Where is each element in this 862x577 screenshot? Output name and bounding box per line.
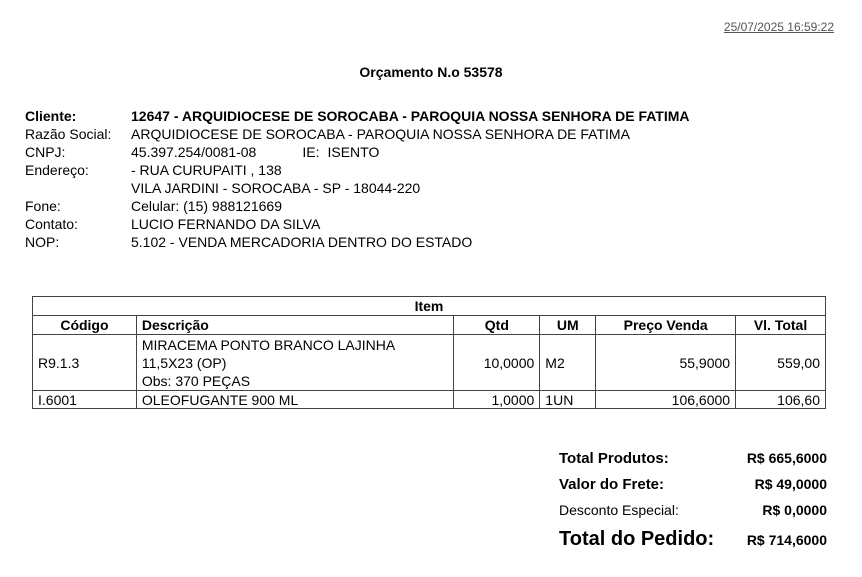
- cell-qtd: 10,0000: [454, 335, 540, 391]
- total-produtos-value: R$ 665,6000: [746, 450, 827, 466]
- desconto-row: [559, 502, 827, 528]
- endereco-label: Endereço:: [25, 162, 89, 178]
- valor-frete-label: Valor do Frete:: [559, 476, 665, 493]
- desc-line: MIRACEMA PONTO BRANCO LAJINHA: [141, 336, 396, 353]
- razao-label: Razão Social:: [25, 126, 112, 142]
- endereco-line2: VILA JARDINI - SOROCABA - SP - 18044-220: [131, 180, 421, 196]
- razao-row: [25, 125, 690, 143]
- header-codigo: Código: [33, 316, 137, 335]
- cliente-label: Cliente:: [25, 108, 77, 124]
- header-qtd: Qtd: [454, 316, 540, 335]
- fone-label: Fone:: [25, 198, 61, 214]
- total-produtos-label: Total Produtos:: [559, 450, 669, 467]
- valor-frete-row: [559, 476, 827, 502]
- nop-label: NOP:: [25, 234, 60, 250]
- cell-um: M2: [540, 335, 596, 391]
- cnpj-value: 45.397.254/0081-08: [131, 144, 257, 160]
- cell-qtd: 1,0000: [454, 391, 540, 409]
- cell-preco: 106,6000: [596, 391, 736, 409]
- cell-codigo: I.6001: [33, 391, 137, 409]
- header-descricao: Descrição: [136, 316, 453, 335]
- endereco-line1: - RUA CURUPAITI , 138: [131, 162, 282, 178]
- desc-line: 11,5X23 (OP): [141, 354, 227, 371]
- contato-row: [25, 215, 690, 233]
- header-preco: Preço Venda: [596, 316, 736, 335]
- total-pedido-row: [559, 528, 827, 558]
- fone-value: Celular: (15) 988121669: [131, 198, 282, 214]
- fone-row: [25, 197, 690, 215]
- total-pedido-label: Total do Pedido:: [559, 528, 715, 550]
- contato-value: LUCIO FERNANDO DA SILVA: [131, 216, 321, 232]
- cell-descricao: [136, 335, 453, 391]
- page-title: Orçamento N.o 53578: [359, 64, 503, 80]
- cell-descricao: OLEOFUGANTE 900 ML: [136, 391, 453, 409]
- valor-frete-value: R$ 49,0000: [754, 476, 827, 492]
- ie-value: ISENTO: [327, 144, 380, 160]
- cliente-value: 12647 - ARQUIDIOCESE DE SOROCABA - PAROQUIA NOSSA SENHORA DE FATIMA: [131, 108, 690, 124]
- table-row: [33, 391, 826, 409]
- desconto-value: R$ 0,0000: [762, 502, 827, 518]
- client-info: [25, 107, 690, 251]
- header-total: Vl. Total: [736, 316, 826, 335]
- cell-total: 559,00: [736, 335, 826, 391]
- cell-codigo: R9.1.3: [33, 335, 137, 391]
- endereco-row-2: [25, 179, 690, 197]
- header-um: UM: [540, 316, 596, 335]
- client-row: [25, 107, 690, 125]
- cell-total: 106,60: [736, 391, 826, 409]
- contato-label: Contato:: [25, 216, 78, 232]
- cell-preco: 55,9000: [596, 335, 736, 391]
- desconto-label: Desconto Especial:: [559, 502, 679, 518]
- table-row: [33, 335, 826, 391]
- nop-value: 5.102 - VENDA MERCADORIA DENTRO DO ESTADO: [131, 234, 473, 250]
- ie-label: IE:: [302, 144, 320, 160]
- cnpj-label: CNPJ:: [25, 144, 66, 160]
- nop-row: [25, 233, 690, 251]
- items-table: [32, 296, 826, 409]
- endereco-row: [25, 161, 690, 179]
- totals-summary: [559, 450, 827, 558]
- total-pedido-value: R$ 714,6000: [746, 532, 827, 548]
- desc-obs: Obs: 370 PEÇAS: [141, 372, 251, 389]
- total-produtos-row: [559, 450, 827, 476]
- table-header-row: [33, 316, 826, 335]
- cnpj-row: [25, 143, 690, 161]
- cell-um: 1UN: [540, 391, 596, 409]
- razao-value: ARQUIDIOCESE DE SOROCABA - PAROQUIA NOSSA SENHORA DE FATIMA: [131, 126, 630, 142]
- table-group-header: Item: [33, 297, 826, 316]
- print-timestamp: 25/07/2025 16:59:22: [723, 20, 834, 34]
